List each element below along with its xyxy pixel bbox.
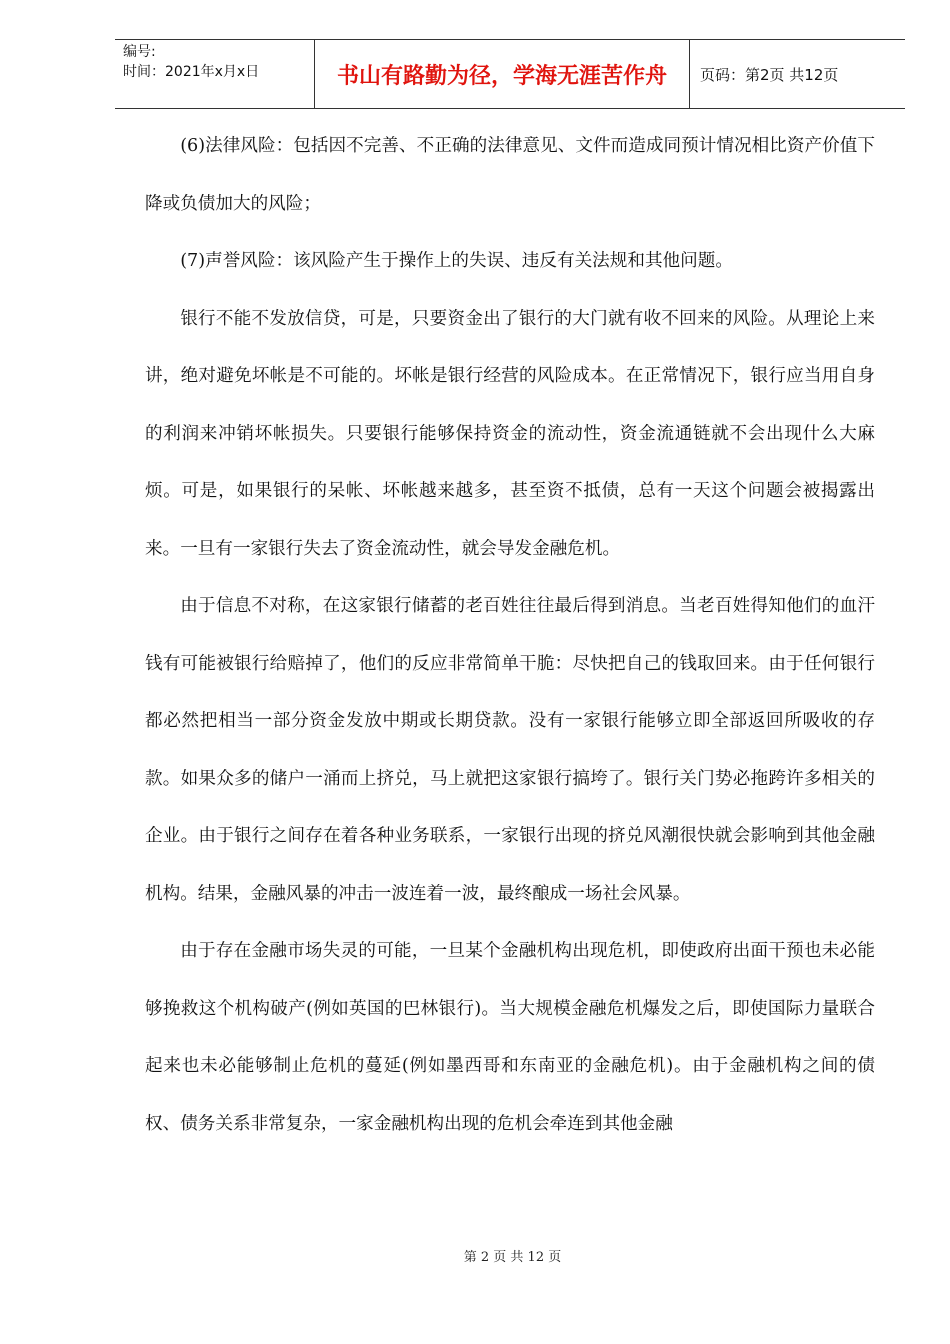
page-header: [115, 39, 905, 109]
paragraph-bad-debt: 银行不能不发放信贷，可是，只要资金出了银行的大门就有收不回来的风险。从理论上来讲，绝对避免坏帐是不可能的。坏帐是银行经营的风险成本。在正常情况下，银行应当用自身的利润来冲销坏帐损失。只要银行能够保持资金的流动性，资金流通链就不会出现什么大麻烦。可是，如果银行的呆帐、坏帐越来越多，甚至资不抵债，总有一天这个问题会被揭露出来。一旦有一家银行失去了资金流动性，就会导发金融危机。: [145, 308, 875, 559]
paragraph-bank-run: 由于信息不对称，在这家银行储蓄的老百姓往往最后得到消息。当老百姓得知他们的血汗钱有可能被银行给赔掉了，他们的反应非常简单干脆：尽快把自己的钱取回来。由于任何银行都必然把相当一部分资金发放中期或长期贷款。没有一家银行能够立即全部返回所吸收的存款。如果众多的储户一涌而上挤兑，马上就把这家银行搞垮了。银行关门势必拖跨许多相关的企业。由于银行之间存在着各种业务联系，一家银行出现的挤兑风潮很快就会影响到其他金融机构。结果，金融风暴的冲击一波连着一波，最终酿成一场社会风暴。: [145, 596, 875, 904]
page-footer: 第 2 页 共 12 页: [463, 1250, 562, 1265]
document-body: [145, 118, 875, 1153]
header-meta: [115, 40, 315, 108]
paragraph-legal-risk: (6)法律风险：包括因不完善、不正确的法律意见、文件而造成同预计情况相比资产价值下降或负债加大的风险；: [145, 136, 875, 214]
paragraph-reputation-risk: (7)声誉风险：该风险产生于操作上的失误、违反有关法规和其他问题。: [180, 251, 733, 271]
header-motto: 书山有路勤为径，学海无涯苦作舟: [336, 63, 667, 89]
header-page-info-cell: [690, 40, 905, 108]
paragraph-market-failure: 由于存在金融市场失灵的可能，一旦某个金融机构出现危机，即使政府出面干预也未必能够挽救这个机构破产(例如英国的巴林银行)。当大规模金融危机爆发之后，即使国际力量联合起来也未必能够制止危机的蔓延(例如墨西哥和东南亚的金融危机)。由于金融机构之间的债权、债务关系非常复杂，一家金融机构出现的危机会牵连到其他金融: [145, 941, 875, 1134]
document-number-label: 编号:: [123, 44, 156, 60]
header-motto-cell: [315, 40, 690, 108]
document-time-label: 时间：2021年x月x日: [123, 64, 260, 80]
header-page-info: 页码：第2页 共12页: [700, 65, 839, 84]
